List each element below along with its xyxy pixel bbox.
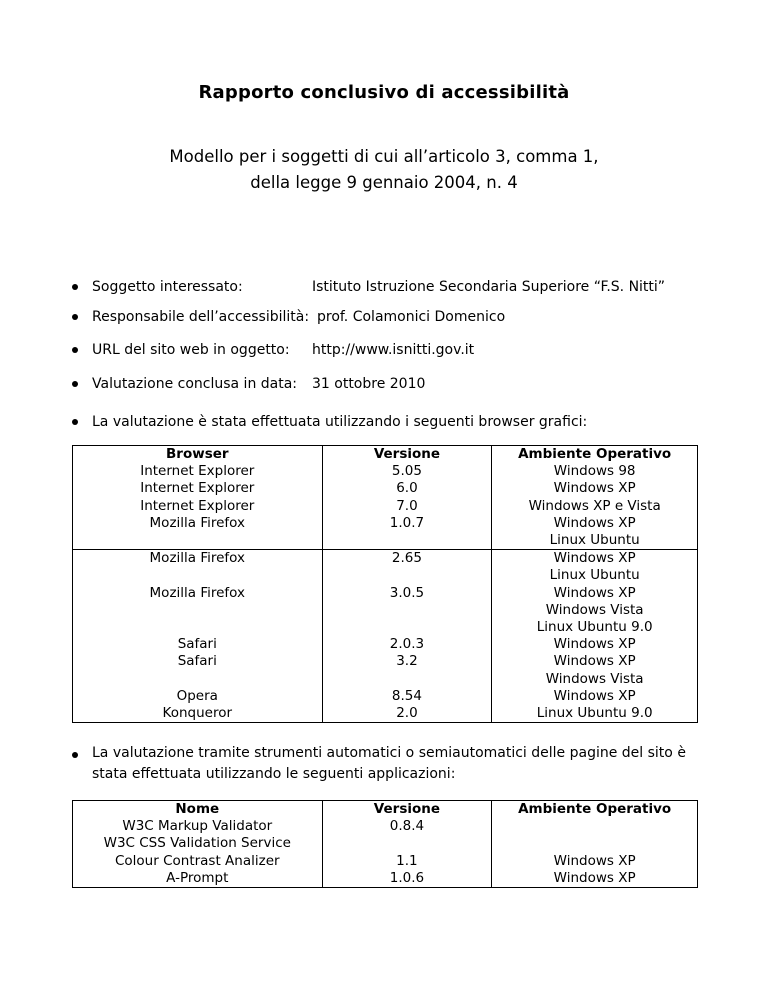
- cell-line: [323, 671, 492, 688]
- table-row: [73, 585, 698, 723]
- tools-intro: [92, 743, 712, 785]
- bullet-icon: [72, 419, 78, 425]
- cell-line: Windows XP: [553, 480, 636, 497]
- cell-line: [323, 602, 492, 619]
- cell-line: Windows 98: [553, 463, 636, 480]
- cell-line: Mozilla Firefox: [149, 550, 246, 567]
- env-cell: [492, 463, 698, 550]
- cell-line: Linux Ubuntu: [549, 567, 640, 584]
- cell-line: Opera: [176, 687, 218, 704]
- field-value: http://www.isnitti.gov.it: [312, 342, 475, 358]
- field-value: Istituto Istruzione Secondaria Superiore “F.S. Nitti”: [312, 279, 666, 295]
- tool-name-cell: [73, 801, 323, 888]
- field-value: 31 ottobre 2010: [312, 376, 426, 392]
- field-value: prof. Colamonici Domenico: [317, 309, 506, 325]
- env-cell: [492, 585, 698, 723]
- field-data: [72, 373, 732, 395]
- cell-line: Linux Ubuntu 9.0: [536, 705, 653, 722]
- version-cell: [322, 550, 492, 585]
- tools-intro-line1: La valutazione tramite strumenti automatici o semiautomatici delle pagine del sito è: [92, 745, 686, 761]
- browsers-table: [72, 445, 698, 723]
- tools-table: [72, 800, 698, 888]
- cell-line: Safari: [177, 636, 217, 653]
- field-soggetto: [72, 276, 732, 298]
- browsers-intro-text: La valutazione è stata effettuata utilizzando i seguenti browser grafici:: [92, 414, 588, 430]
- cell-line: [492, 835, 697, 852]
- cell-line: 1.0.7: [389, 514, 425, 531]
- version-cell: [322, 463, 492, 550]
- cell-line: 1.0.6: [389, 869, 425, 886]
- env-cell: [492, 550, 698, 585]
- browsers-intro: [72, 411, 732, 433]
- cell-line: 3.0.5: [389, 584, 425, 601]
- cell-line: W3C CSS Validation Service: [103, 835, 291, 852]
- document-title: Rapporto conclusivo di accessibilità: [198, 82, 570, 103]
- field-label: Soggetto interessato:: [92, 279, 243, 295]
- cell-line: Colour Contrast Analizer: [114, 852, 280, 869]
- cell-line: 5.05: [391, 463, 422, 480]
- cell-line: 2.65: [391, 550, 422, 567]
- cell-line: W3C Markup Validator: [122, 818, 273, 835]
- cell-line: 6.0: [396, 480, 418, 497]
- cell-line: Internet Explorer: [140, 463, 255, 480]
- cell-line: [492, 818, 697, 835]
- cell-line: Windows Vista: [545, 601, 644, 618]
- field-url: [72, 339, 732, 361]
- cell-line: 0.8.4: [389, 818, 425, 835]
- cell-line: Windows XP: [553, 514, 636, 531]
- document-subtitle-line2: della legge 9 gennaio 2004, n. 4: [250, 173, 518, 192]
- field-label: Responsabile dell’accessibilità:: [92, 309, 310, 325]
- cell-line: Windows XP: [553, 687, 636, 704]
- bullet-icon: [72, 381, 78, 387]
- cell-line: 8.54: [391, 687, 422, 704]
- browser-cell: [73, 463, 323, 550]
- cell-line: [323, 619, 492, 636]
- cell-line: 7.0: [396, 497, 418, 514]
- table-header-row: [73, 446, 698, 464]
- field-label: URL del sito web in oggetto:: [92, 342, 290, 358]
- cell-line: Mozilla Firefox: [149, 514, 246, 531]
- cell-line: Linux Ubuntu: [549, 532, 640, 549]
- cell-line: Internet Explorer: [140, 480, 255, 497]
- browser-cell: [73, 585, 323, 723]
- version-cell: [322, 585, 492, 723]
- cell-line: Konqueror: [162, 705, 233, 721]
- tool-version-cell: [322, 801, 492, 888]
- cell-line: Windows XP e Vista: [528, 497, 661, 514]
- bullet-icon: [72, 752, 78, 758]
- header-browser: Browser: [73, 446, 323, 464]
- cell-line: [323, 835, 492, 852]
- cell-line: Windows XP: [553, 636, 636, 653]
- bullet-icon: [72, 314, 78, 320]
- field-label: Valutazione conclusa in data:: [92, 376, 298, 392]
- cell-line: A-Prompt: [166, 869, 229, 886]
- cell-line: Linux Ubuntu 9.0: [536, 619, 653, 636]
- tools-intro-line2: stata effettuata utilizzando le seguenti applicazioni:: [92, 766, 456, 782]
- tools-header-2: Versione: [373, 801, 441, 817]
- cell-line: Windows XP: [553, 653, 636, 670]
- cell-line: [73, 619, 322, 636]
- table-row: [73, 463, 698, 550]
- cell-line: Safari: [177, 653, 217, 670]
- cell-line: Windows XP: [553, 550, 636, 567]
- document-subtitle-line1: Modello per i soggetti di cui all’articolo 3, comma 1,: [169, 147, 599, 166]
- table-row: [73, 550, 698, 585]
- bullet-icon: [72, 347, 78, 353]
- header-ambiente: Ambiente Operativo: [492, 446, 698, 464]
- tools-header-3: Ambiente Operativo: [518, 801, 672, 817]
- header-versione: Versione: [322, 446, 492, 464]
- bullet-icon: [72, 284, 78, 290]
- cell-line: Windows XP: [553, 852, 636, 869]
- cell-line: Windows XP: [553, 584, 636, 601]
- field-responsabile: [72, 306, 732, 328]
- cell-line: Windows Vista: [545, 670, 644, 687]
- cell-line: Windows XP: [553, 869, 636, 886]
- cell-line: 2.0: [396, 705, 418, 721]
- cell-line: Internet Explorer: [140, 497, 255, 514]
- tool-env-cell: [492, 801, 698, 888]
- tools-header-1: Nome: [175, 801, 220, 817]
- cell-line: [73, 671, 322, 688]
- cell-line: 2.0.3: [389, 636, 425, 653]
- cell-line: 1.1: [396, 852, 418, 869]
- tools-table-row: [73, 801, 698, 888]
- cell-line: Mozilla Firefox: [149, 584, 246, 601]
- cell-line: 3.2: [396, 653, 418, 670]
- cell-line: [73, 602, 322, 619]
- browser-cell: [73, 550, 323, 585]
